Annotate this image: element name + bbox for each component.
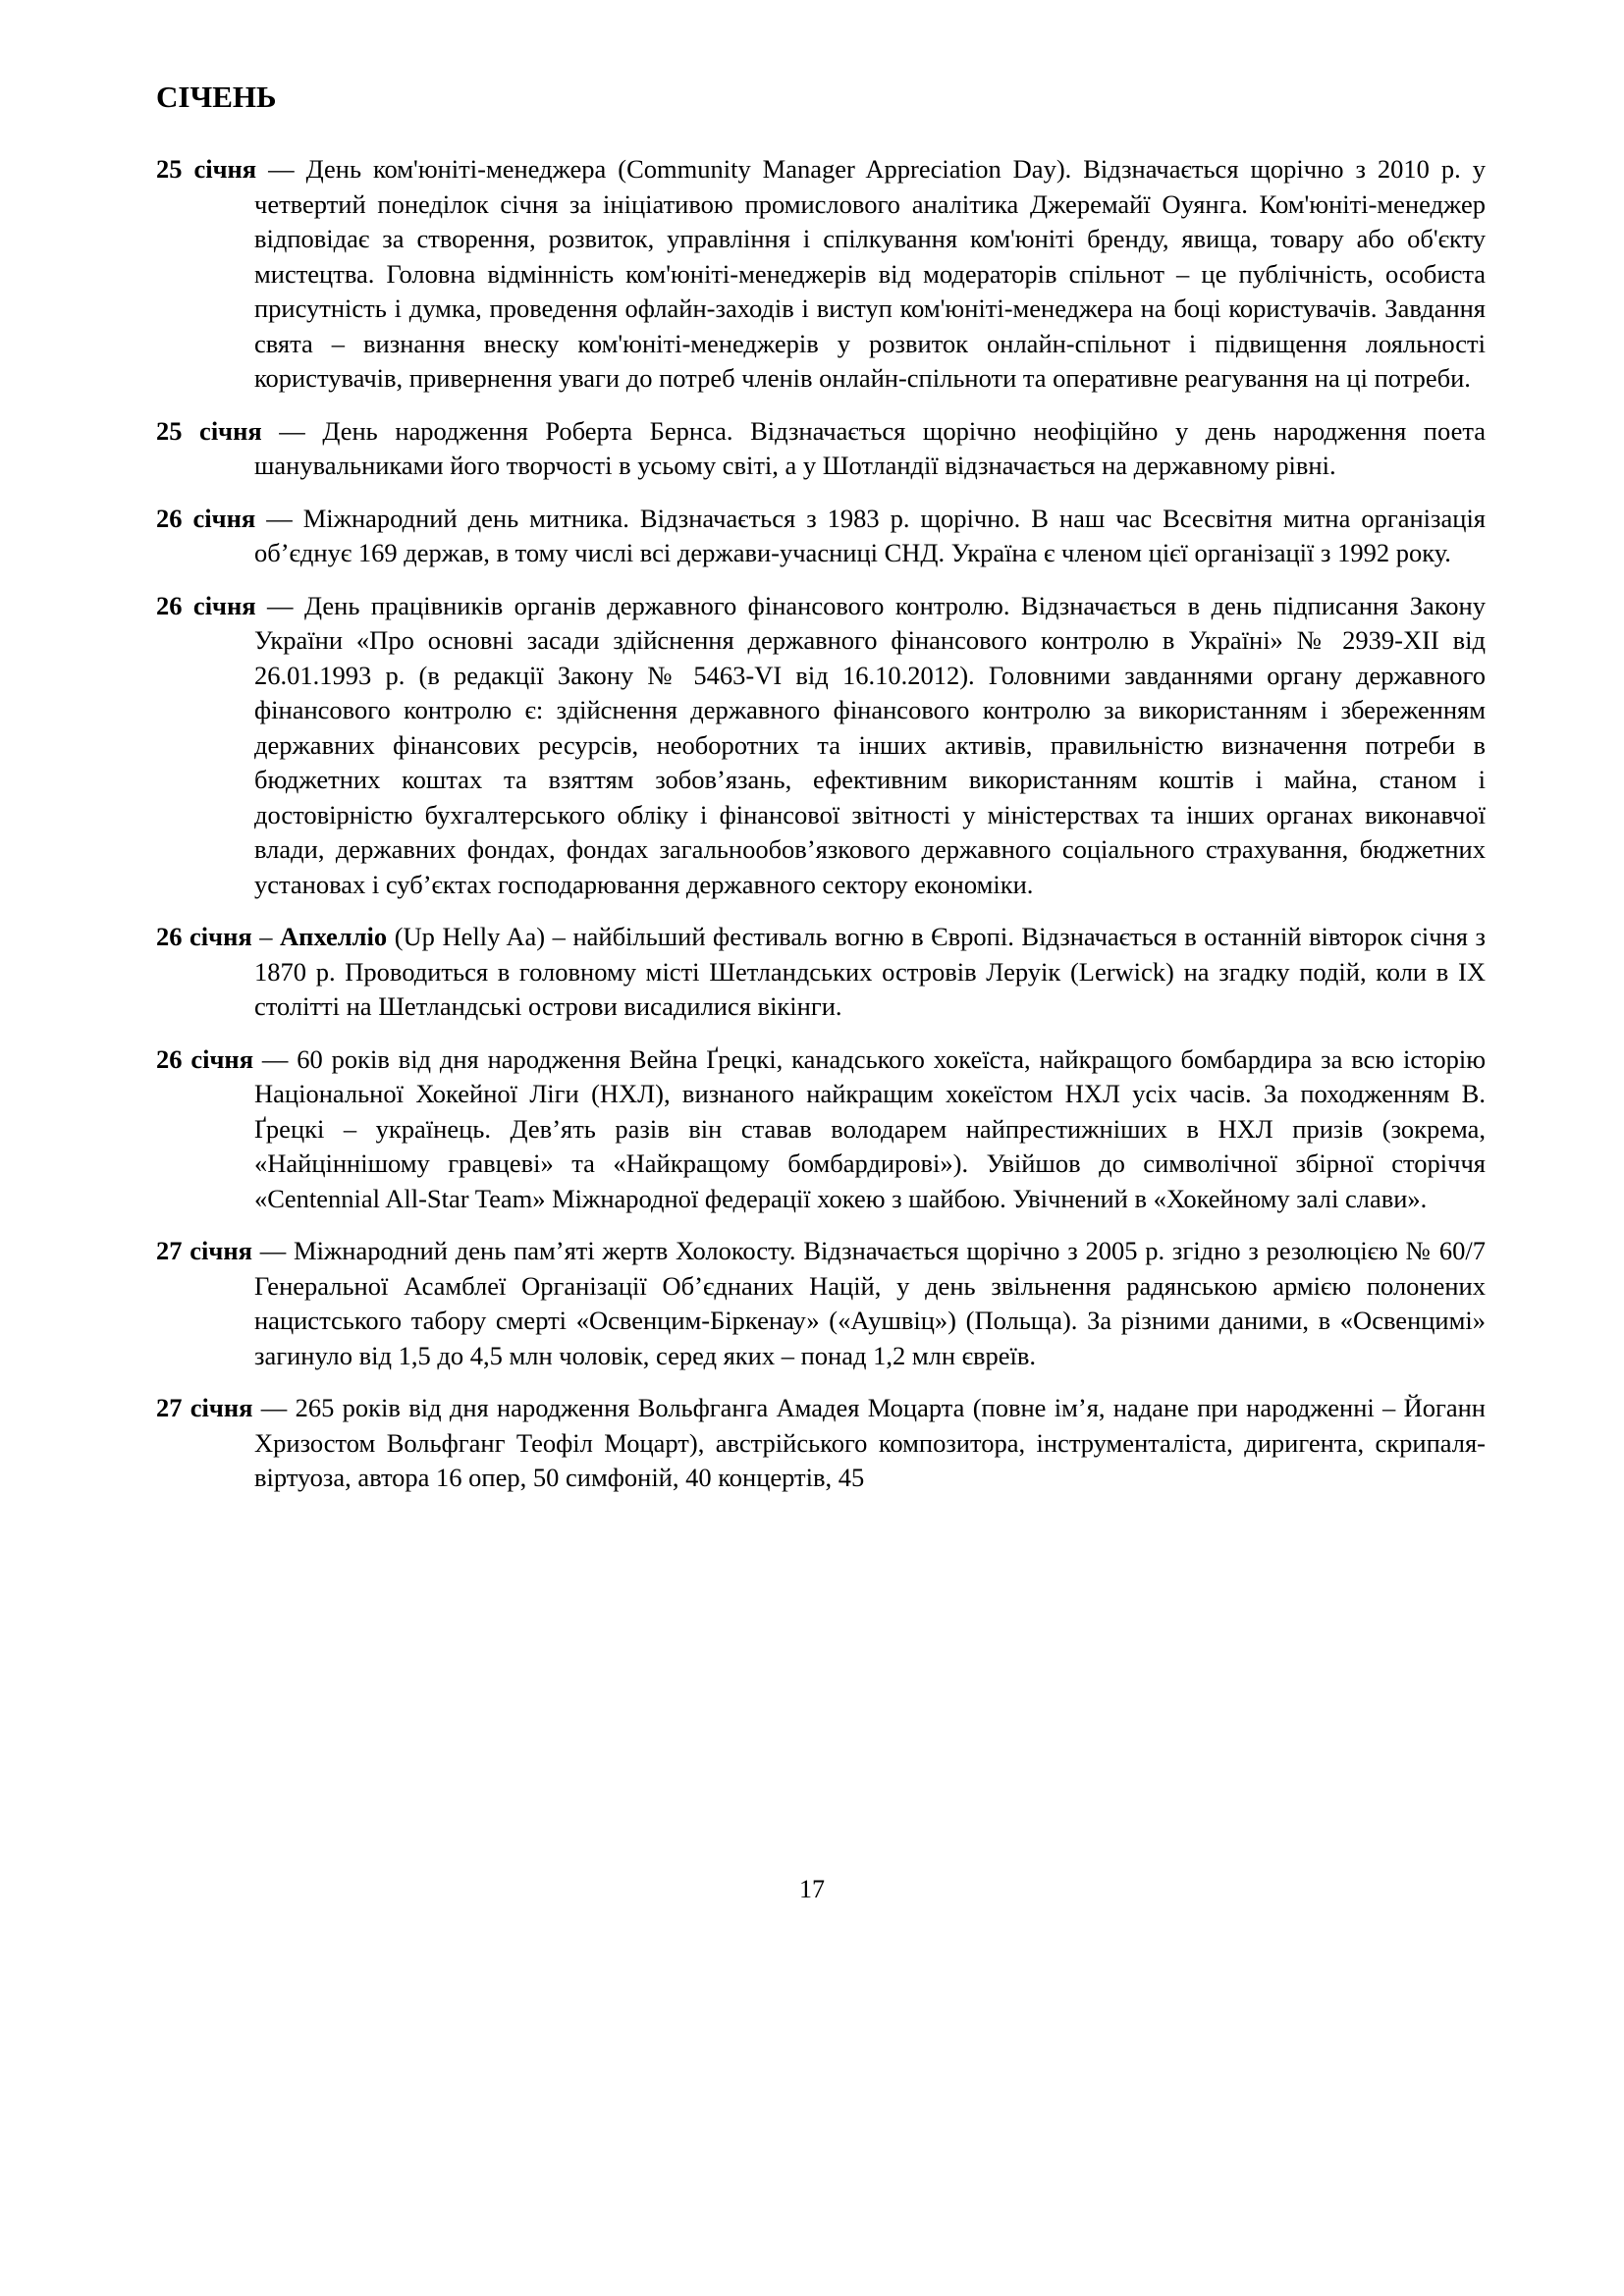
entry-event-name: Апхелліо [280, 922, 388, 952]
entry-separator: – [251, 922, 281, 952]
entry-text: День народження Роберта Бернса. Відзначається щорічно неофіційно у день народження поета шанувальниками його творчості в усьому світі, а у Шотландії відзначається на державному рівні. [254, 415, 1486, 481]
entry-date: 26 січня [156, 922, 252, 952]
entry-community-manager-day [156, 152, 1486, 397]
entry-date: 25 січня [156, 415, 262, 446]
entry-date: 26 січня [156, 503, 256, 533]
entry-separator: — [261, 415, 323, 446]
entry-robert-burns [156, 414, 1486, 484]
page-number: 17 [799, 1875, 825, 1903]
entry-separator: — [256, 154, 306, 185]
entry-text: Міжнародний день пам’яті жертв Холокосту. Відзначається щорічно з 2005 р. згідно з резолюцією № 60/7 Генеральної Асамблеї Організації Об’єднаних Націй, у день звільнення радянською армією полонених нацистського табору смерті «Освенцим-Біркенау» («Аушвіц») (Польща). За різними даними, в «Освенцимі» загинуло від 1,5 до 4,5 млн чоловік, серед яких – понад 1,2 млн євреїв. [254, 1236, 1486, 1370]
entry-holocaust-remembrance [156, 1234, 1486, 1373]
page-title: СІЧЕНЬ [156, 80, 277, 114]
entry-separator: — [253, 1043, 298, 1074]
entry-mozart [156, 1391, 1486, 1496]
entry-text: (Up Helly Aa) – найбільший фестиваль вогню в Європі. Відзначається в останній вівторок січня з 1870 р. Проводиться в головному місті Шетландських островів Леруік (Lerwick) на згадку подій, коли в IX столітті на Шетландські острови висадилися вікінги. [254, 922, 1486, 1022]
entry-customs-day [156, 502, 1486, 571]
entry-text: День працівників органів державного фінансового контролю. Відзначається в день підписання Закону України «Про основні засади здійснення державного фінансового контролю в Україні» № 2939-XII від 26.01.1993 р. (в редакції Закону № 5463-VI від 16.10.2012). Головними завданнями органу державного фінансового контролю є: здійснення державного фінансового контролю за використанням і збереженням державних фінансових ресурсів, необоротних та інших активів, правильністю визначення потреби в бюджетних коштах та взяттям зобов’язань, ефективним використанням коштів і майна, станом і достовірністю бухгалтерського обліку і фінансової звітності у міністерствах та інших органах виконавчої влади, державних фондах, фондах загальнообов’язкового державного соціального страхування, бюджетних установах і суб’єктах господарювання державного сектору економіки. [254, 590, 1486, 899]
entry-wayne-gretzky [156, 1042, 1486, 1217]
entry-text: Міжнародний день митника. Відзначається з 1983 р. щорічно. В наш час Всесвітня митна організація об’єднує 169 держав, в тому числі всі держави-учасниці СНД. Україна є членом цієї організації з 1992 року. [254, 503, 1486, 568]
entry-date: 26 січня [156, 590, 256, 620]
entry-separator: — [251, 1236, 295, 1266]
entry-separator: — [255, 590, 304, 620]
entry-date: 26 січня [156, 1043, 254, 1074]
entry-text: 265 років від дня народження Вольфганга Амадея Моцарта (повне ім’я, надане при народженні – Йоганн Хризостом Вольфганг Теофіл Моцарт), австрійського композитора, інструменталіста, диригента, скрипаля-віртуоза, автора 16 опер, 50 симфоній, 40 концертів, 45 [254, 1393, 1486, 1493]
entry-date: 27 січня [156, 1236, 252, 1266]
document-page [156, 79, 1486, 1514]
entry-separator: — [255, 503, 303, 533]
entry-financial-control-day [156, 589, 1486, 903]
entry-text: 60 років від дня народження Вейна Ґрецкі, канадського хокеїста, найкращого бомбардира за всю історію Національної Хокейної Ліги (НХЛ), визнаного найкращим хокеїстом НХЛ усіх часів. За походженням В. Ґрецкі – українець. Дев’ять разів він ставав володарем найпрестижніших в НХЛ призів (зокрема, «Найціннішому гравцеві» та «Найкращому бомбардирові»). Увійшов до символічної збірної сторіччя «Centennial All-Star Team» Міжнародної федерації хокею з шайбою. Увічнений в «Хокейному залі слави». [254, 1043, 1486, 1213]
entry-separator: — [252, 1393, 296, 1423]
entry-date: 25 січня [156, 154, 257, 185]
entry-up-helly-aa [156, 920, 1486, 1025]
entry-text: День ком'юніті-менеджера (Community Manager Appreciation Day). Відзначається щорічно з 2010 р. у четвертий понеділок січня за ініціативою промислового аналітика Джеремайї Оуянга. Ком'юніті-менеджер відповідає за створення, розвиток, управління і спілкування ком'юніті бренду, явища, товару або об'єкту мистецтва. Головна відмінність ком'юніті-менеджерів від модераторів спільнот – це публічність, особиста присутність і думка, проведення офлайн-заходів і виступ ком'юніті-менеджера на боці користувачів. Завдання свята – визнання внеску ком'юніті-менеджерів у розвиток онлайн-спільнот і підвищення лояльності користувачів, привернення уваги до потреб членів онлайн-спільноти та оперативне реагування на ці потреби. [254, 154, 1486, 394]
entry-date: 27 січня [156, 1393, 253, 1423]
